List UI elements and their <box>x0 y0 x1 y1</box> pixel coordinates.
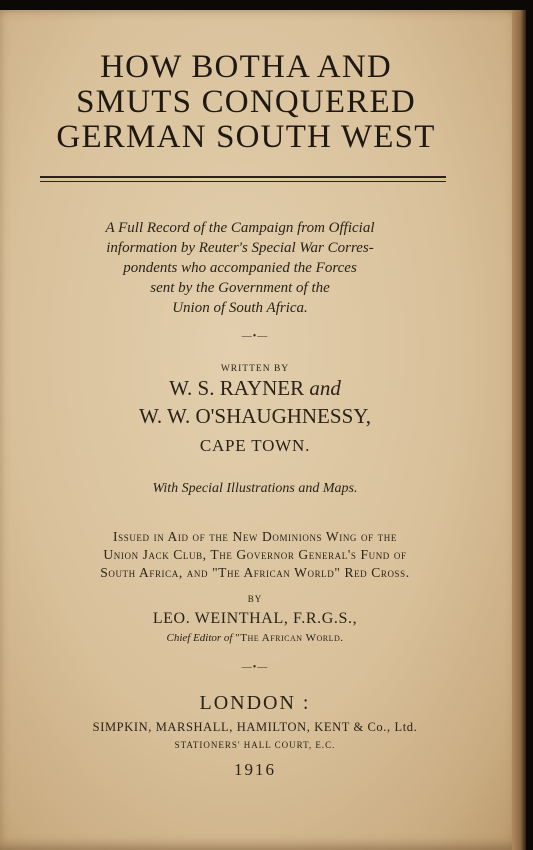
author-location: CAPE TOWN. <box>199 436 311 455</box>
subtitle-line-2: information by Reuter's Special War Corres- <box>106 240 374 256</box>
author-conjunction: and <box>309 376 341 400</box>
issued-in-aid-block <box>20 528 490 582</box>
subtitle-block <box>40 218 440 318</box>
by-label: BY <box>247 594 263 604</box>
subtitle-line-4: sent by the Government of the <box>150 280 330 296</box>
ornament-divider-1: —•— <box>241 331 269 342</box>
editor-publication: "The African World. <box>235 632 344 644</box>
imprint-year: 1916 <box>234 760 276 779</box>
imprint-address: STATIONERS' HALL COURT, E.C. <box>174 740 336 750</box>
illustrations-note: With Special Illustrations and Maps. <box>152 481 358 496</box>
authors-block <box>20 374 490 430</box>
ornament-divider-2: —•— <box>241 662 269 673</box>
editor-name: LEO. WEINTHAL, F.R.G.S., <box>152 610 358 627</box>
book-title <box>22 50 470 155</box>
editor-role <box>20 632 490 644</box>
issued-line-1: Issued in Aid of the New Dominions Wing of the <box>113 529 397 544</box>
subtitle-line-1: A Full Record of the Campaign from Official <box>105 220 375 236</box>
issued-line-2: Union Jack Club, The Governor General's Fund of <box>103 547 407 562</box>
title-line-3: GERMAN SOUTH WEST <box>56 119 436 155</box>
imprint-publisher: SIMPKIN, MARSHALL, HAMILTON, KENT & Co., Ltd. <box>92 720 418 734</box>
title-rule-thin <box>40 181 446 182</box>
book-spine-edge <box>512 10 526 850</box>
title-line-1: HOW BOTHA AND <box>100 49 392 85</box>
title-line-2: SMUTS CONQUERED <box>76 84 416 120</box>
subtitle-line-5: Union of South Africa. <box>172 300 308 316</box>
editor-role-label: Chief Editor of <box>166 632 233 644</box>
subtitle-line-3: pondents who accompanied the Forces <box>123 260 357 276</box>
imprint-city: LONDON : <box>199 692 311 714</box>
author-2: W. W. O'SHAUGHNESSY, <box>139 404 371 428</box>
title-rule-thick <box>40 176 446 178</box>
issued-line-3: South Africa, and "The African World" Red Cross. <box>100 565 410 580</box>
author-1: W. S. RAYNER <box>169 376 305 400</box>
written-by-label: WRITTEN BY <box>220 364 290 374</box>
